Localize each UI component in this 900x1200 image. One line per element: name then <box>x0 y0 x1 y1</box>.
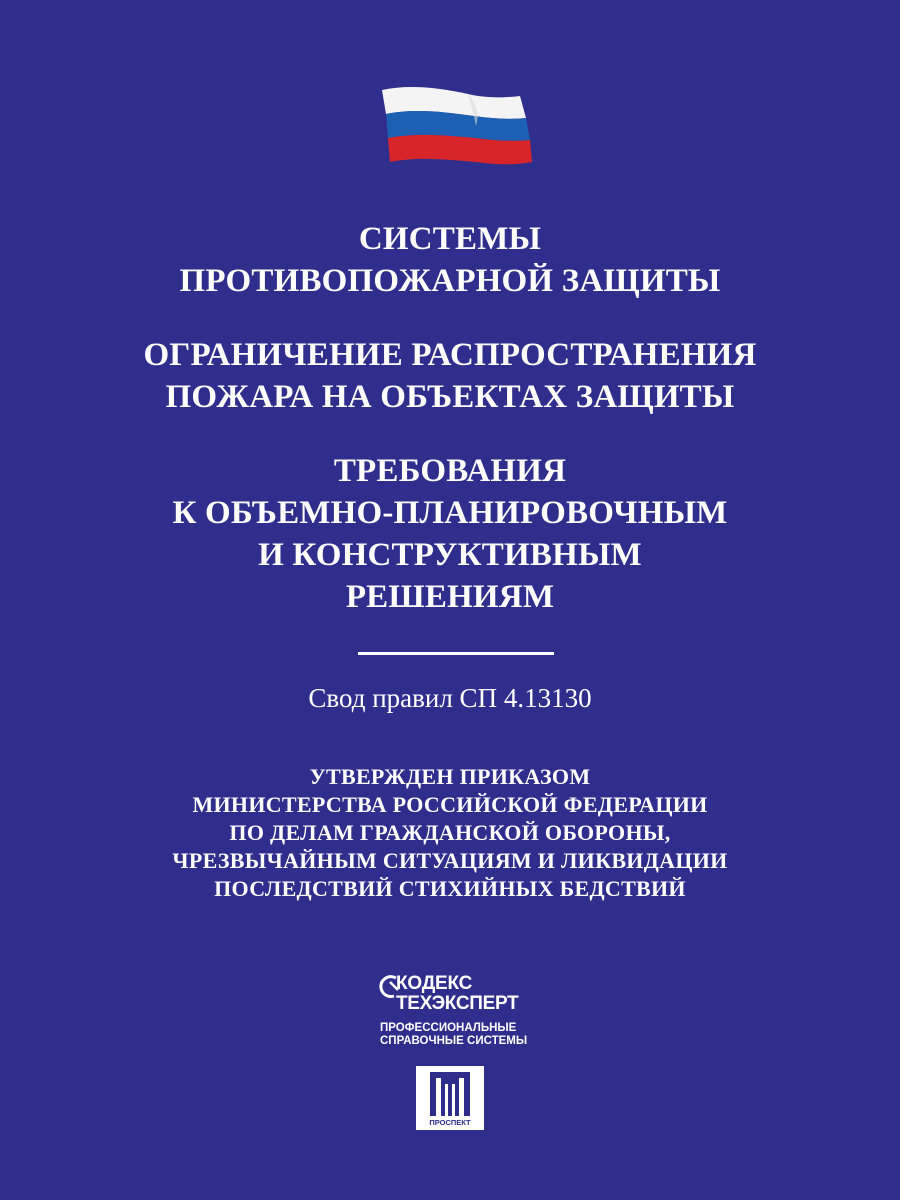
title-line: РЕШЕНИЯМ <box>345 579 555 615</box>
approval-line: УТВЕРЖДЕН ПРИКАЗОМ <box>309 764 591 789</box>
russian-flag-icon <box>380 84 532 166</box>
kodeks-subtitle <box>380 1022 527 1048</box>
title-block-limitation <box>0 334 900 418</box>
kodeks-sub-line: СПРАВОЧНЫЕ СИСТЕМЫ <box>380 1035 528 1047</box>
publisher-logo <box>416 1066 484 1130</box>
approval-line: ПОСЛЕДСТВИЙ СТИХИЙНЫХ БЕДСТВИЙ <box>214 876 686 901</box>
kodeks-brand-line2: ТЕХЭКСПЕРТ <box>396 993 519 1014</box>
kodeks-sub-line: ПРОФЕССИОНАЛЬНЫЕ <box>380 1022 517 1034</box>
title-line: ТРЕБОВАНИЯ <box>333 453 567 489</box>
title-line: ОГРАНИЧЕНИЕ РАСПРОСТРАНЕНИЯ <box>143 337 757 373</box>
title-block-requirements <box>0 450 900 618</box>
title-line: СИСТЕМЫ <box>358 221 542 257</box>
title-line: К ОБЪЕМНО-ПЛАНИРОВОЧНЫМ <box>172 495 728 531</box>
code-of-rules: Свод правил СП 4.13130 <box>308 683 592 713</box>
title-block-systems <box>0 218 900 302</box>
approval-line: ПО ДЕЛАМ ГРАЖДАНСКОЙ ОБОРОНЫ, <box>229 820 671 845</box>
kodeks-brand-line1: КОДЕКС <box>396 973 473 994</box>
approval-line: ЧРЕЗВЫЧАЙНЫМ СИТУАЦИЯМ И ЛИКВИДАЦИИ <box>172 848 728 873</box>
approval-line: МИНИСТЕРСТВА РОССИЙСКОЙ ФЕДЕРАЦИИ <box>192 792 708 817</box>
title-line: И КОНСТРУКТИВНЫМ <box>258 537 642 573</box>
approval-statement <box>0 763 900 903</box>
publisher-name: ПРОСПЕКТ <box>429 1118 471 1127</box>
title-divider <box>358 652 554 655</box>
kodeks-logo <box>376 974 546 1054</box>
title-line: ПРОТИВОПОЖАРНОЙ ЗАЩИТЫ <box>179 263 721 299</box>
title-line: ПОЖАРА НА ОБЪЕКТАХ ЗАЩИТЫ <box>165 379 735 415</box>
